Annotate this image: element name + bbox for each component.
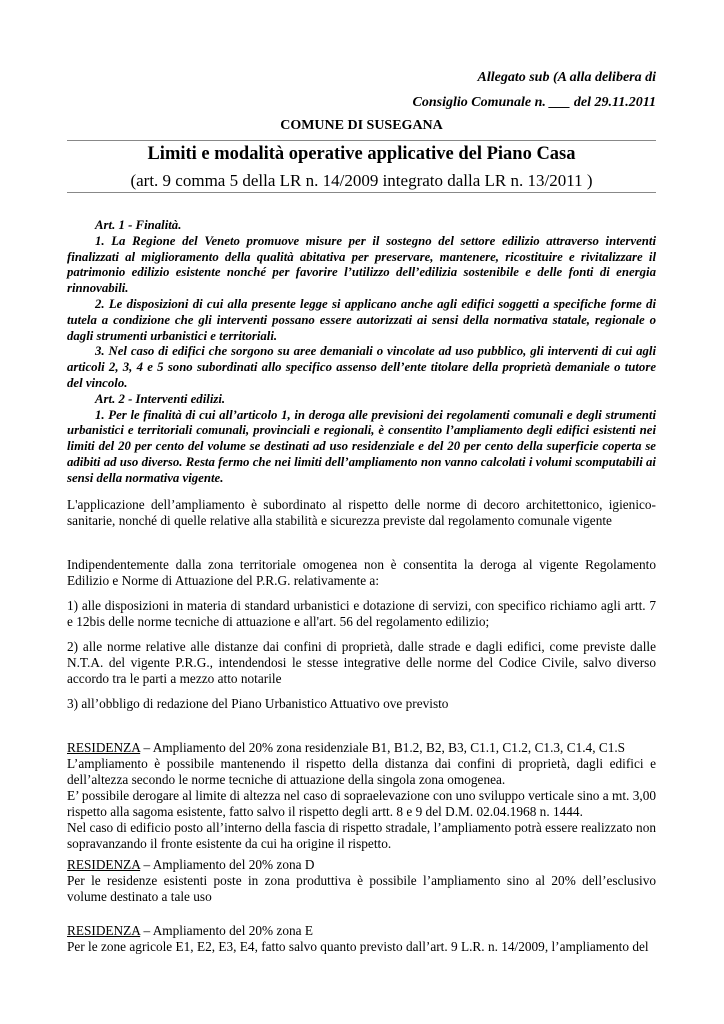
art2-heading: Art. 2 - Interventi edilizi. [95,391,226,406]
art1-paragraph-1: 1. La Regione del Veneto promuove misure per il sostegno del settore edilizio attraverso interventi finalizzati al miglioramento della qualità abitativa per preservare, mantenere, ricostituire e rivitalizzare il patrimonio edilizio esistente nonché per favorire l’utilizzo dell’edilizia sostenibile e delle fonti di energia rinnovabili. [67,233,656,296]
applicazione-block [67,497,656,529]
deroghe-block [67,557,656,712]
bottom-divider [67,192,656,193]
residenza-2-heading-text: – Ampliamento del 20% zona D [140,857,315,872]
residenza-2-paragraph-1: Per le residenze esistenti poste in zona produttiva è possibile l’ampliamento sino al 20% dell’esclusivo volume destinato a tale uso [67,873,656,904]
law-excerpt [67,218,656,487]
residenza-section-2 [67,857,656,905]
document-subtitle: (art. 9 comma 5 della LR n. 14/2009 integrato dalla LR n. 13/2011 ) [130,171,593,190]
deroga-item-3: 3) all’obbligo di redazione del Piano Urbanistico Attuativo ove previsto [67,696,449,711]
art1-paragraph-2: 2. Le disposizioni di cui alla presente legge si applicano anche agli edifici soggetti a specifiche forme di tutela a condizione che gli interventi possano essere autorizzati ai sensi della normativa statale, regionale o dagli strumenti urbanistici e territoriali. [67,296,656,343]
residenza-1-label: RESIDENZA [67,740,141,755]
residenza-3-paragraph-1: Per le zone agricole E1, E2, E3, E4, fatto salvo quanto previsto dall’art. 9 L.R. n. 14/2009, l’ampliamento del [67,939,649,954]
deroga-item-2: 2) alle norme relative alle distanze dai confini di proprietà, dalle strade e dagli edifici, come previste dalle N.T.A. del vigente P.R.G., intendendosi le stesse integrative delle norme del Codice Civile, salvo diverso accordo tra le parti a mezzo atto notarile [67,639,656,686]
applicazione-paragraph: L'applicazione dell’ampliamento è subordinato al rispetto delle norme di decoro architettonico, igienico-sanitarie, nonché di quelle relative alla stabilità e sicurezza previste dal regolamento comunale vigente [67,497,656,528]
allegato-line-2: Consiglio Comunale n. ___ del 29.11.2011 [412,95,656,110]
residenza-section-3 [67,923,656,955]
residenza-3-heading [67,923,656,939]
residenza-3-label: RESIDENZA [67,923,141,938]
deroga-item-1: 1) alle disposizioni in materia di standard urbanistici e dotazione di servizi, con specifico richiamo agli artt. 7 e 12bis delle norme tecniche di attuazione e all'art. 56 del regolamento edilizio; [67,598,656,629]
indipendentemente-paragraph: Indipendentemente dalla zona territoriale omogenea non è consentita la deroga al vigente Regolamento Edilizio e Norme di Attuazione del P.R.G. relativamente a: [67,557,656,588]
residenza-1-heading [67,740,656,756]
residenza-3-heading-text: – Ampliamento del 20% zona E [140,923,313,938]
art1-heading: Art. 1 - Finalità. [95,218,182,232]
art1-paragraph-3: 3. Nel caso di edifici che sorgono su aree demaniali o vincolate ad uso pubblico, gli interventi di cui agli articoli 2, 3, 4 e 5 sono subordinati allo specifico assenso dell’ente titolare della proprietà demaniale o tutore del vincolo. [67,344,656,390]
residenza-section-1 [67,740,656,852]
residenza-2-heading [67,857,656,873]
residenza-2-label: RESIDENZA [67,857,141,872]
art2-paragraph-1: 1. Per le finalità di cui all’articolo 1, in deroga alle previsioni dei regolamenti comunali e degli strumenti urbanistici e territoriali comunali, provinciali e regionali, è consentito l’ampliamento degli edifici esistenti nei limiti del 20 per cento del volume se destinati ad uso residenziale e del 20 per cento della superficie coperta se adibiti ad uso diverso. Resta fermo che nei limiti dell’ampliamento non vanno calcolati i volumi scomputabili ai sensi della normativa vigente. [67,407,656,485]
residenza-1-paragraph-2: E’ possibile derogare al limite di altezza nel caso di sopraelevazione con uno sviluppo verticale sino a mt. 3,00 rispetto alla sagoma esistente, fatto salvo il rispetto degli artt. 8 e 9 del D.M. 02.04.1968 n. 1444. [67,788,656,819]
document-title: Limiti e modalità operative applicative del Piano Casa [147,144,576,164]
residenza-1-heading-text: – Ampliamento del 20% zona residenziale B1, B1.2, B2, B3, C1.1, C1.2, C1.3, C1.4, C1.S [140,740,626,755]
residenza-1-paragraph-1: L’ampliamento è possibile mantenendo il rispetto della distanza dai confini di proprietà, dagli edifici e dell’altezza secondo le norme tecniche di attuazione della singola zona omogenea. [67,756,656,787]
allegato-line-1: Allegato sub (A alla delibera di [477,70,656,85]
comune-heading: COMUNE DI SUSEGANA [280,118,443,133]
top-divider [67,140,656,141]
residenza-1-paragraph-3: Nel caso di edificio posto all’interno della fascia di rispetto stradale, l’ampliamento potrà essere realizzato non sopravanzando il fronte esistente da cui ha origine il rispetto. [67,820,656,851]
